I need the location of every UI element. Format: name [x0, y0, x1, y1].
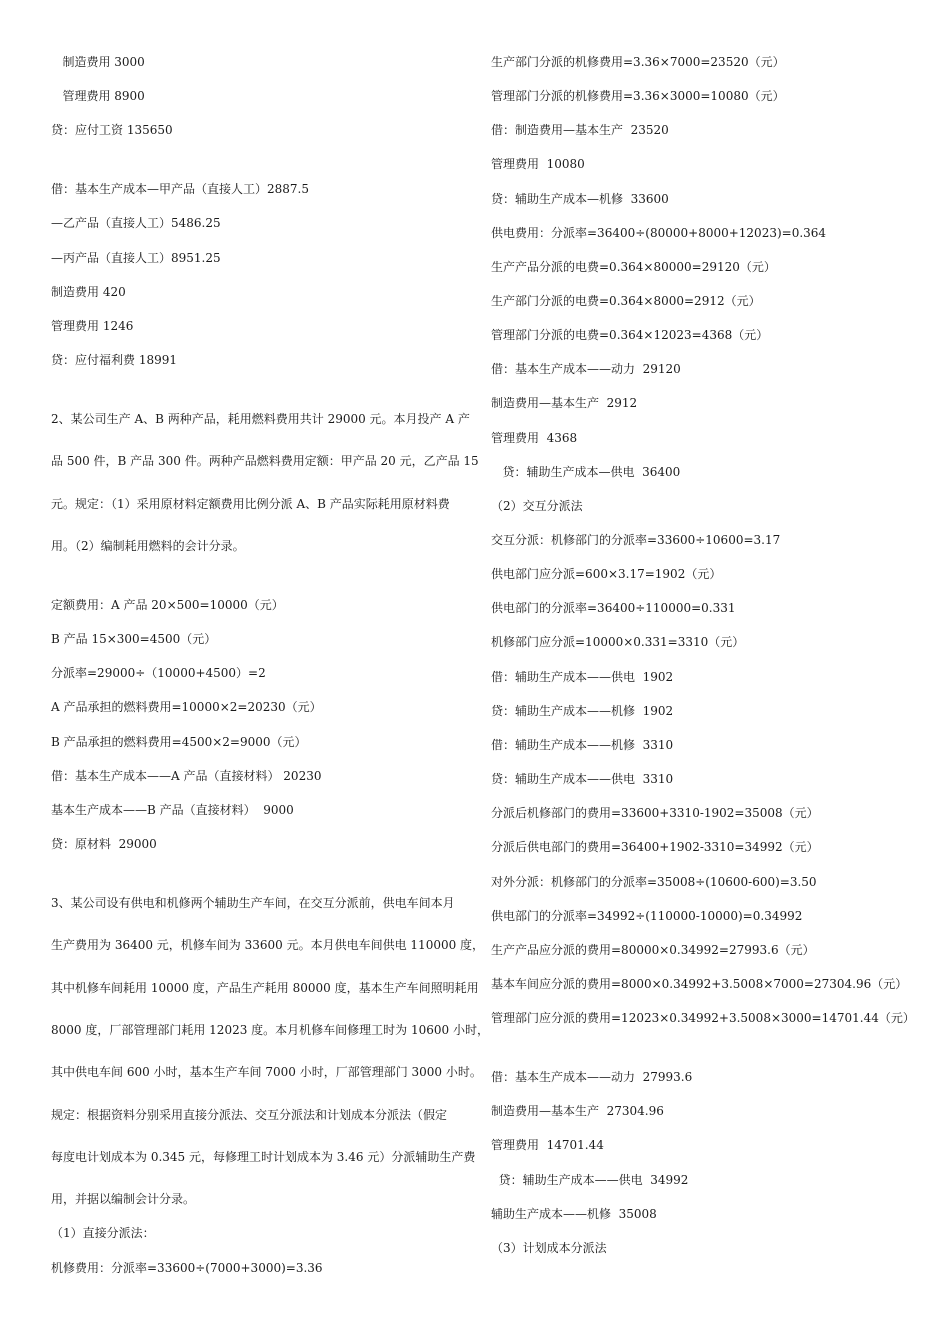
text-line: 机修费用：分派率=33600÷(7000+3000)=3.36	[51, 1261, 323, 1275]
text-line: B 产品承担的燃料费用=4500×2=9000（元）	[51, 735, 307, 749]
text-line: 其中供电车间 600 小时，基本生产车间 7000 小时，厂部管理部门 3000 小时。	[51, 1065, 482, 1079]
text-line: 管理费用 1246	[51, 319, 134, 333]
text-line: 辅助生产成本——机修 35008	[491, 1207, 657, 1221]
text-line: 管理费用 10080	[491, 157, 585, 171]
text-line: 管理费用 8900	[51, 89, 145, 103]
text-line: 规定：根据资料分别采用直接分派法、交互分派法和计划成本分派法（假定	[51, 1108, 448, 1122]
text-line: 基本车间应分派的费用=8000×0.34992+3.5008×7000=27304.96（元）	[491, 977, 908, 991]
text-line: —乙产品（直接人工）5486.25	[51, 216, 221, 230]
text-line: 贷：辅助生产成本——供电 3310	[491, 772, 674, 786]
text-line: 用。（2）编制耗用燃料的会计分录。	[51, 539, 245, 553]
text-line: 供电部门的分派率=36400÷110000=0.331	[491, 601, 736, 615]
text-line: 基本生产成本——B 产品（直接材料） 9000	[51, 803, 294, 817]
text-line: 生产部门分派的机修费用=3.36×7000=23520（元）	[491, 55, 785, 69]
text-line: 3、某公司设有供电和机修两个辅助生产车间，在交互分派前，供电车间本月	[51, 896, 455, 910]
text-line: —丙产品（直接人工）8951.25	[51, 251, 221, 265]
text-line: 生产费用为 36400 元，机修车间为 33600 元。本月供电车间供电 110000 度，	[51, 938, 485, 952]
text-line: 贷：辅助生产成本——供电 34992	[491, 1173, 689, 1187]
text-line: 生产产品应分派的费用=80000×0.34992=27993.6（元）	[491, 943, 815, 957]
text-line: 管理部门应分派的费用=12023×0.34992+3.5008×3000=14701.44（元）	[491, 1011, 915, 1025]
text-line: 分派后机修部门的费用=33600+3310-1902=35008（元）	[491, 806, 819, 820]
text-line: 借：基本生产成本——动力 27993.6	[491, 1070, 693, 1084]
text-line: 贷：应付福利费 18991	[51, 353, 177, 367]
text-line: （1）直接分派法：	[51, 1226, 155, 1240]
text-line: 定额费用：A 产品 20×500=10000（元）	[51, 598, 284, 612]
text-line: A 产品承担的燃料费用=10000×2=20230（元）	[51, 700, 322, 714]
text-line: 管理部门分派的电费=0.364×12023=4368（元）	[491, 328, 769, 342]
text-line: 每度电计划成本为 0.345 元，每修理工时计划成本为 3.46 元）分派辅助生产费	[51, 1150, 476, 1164]
text-line: 制造费用 3000	[51, 55, 145, 69]
text-line: 元。规定：（1）采用原材料定额费用比例分派 A、B 产品实际耗用原材料费	[51, 497, 450, 511]
text-line: 其中机修车间耗用 10000 度，产品生产耗用 80000 度，基本生产车间照明耗用	[51, 981, 479, 995]
text-line: B 产品 15×300=4500（元）	[51, 632, 217, 646]
text-line: （2）交互分派法	[491, 499, 583, 513]
text-line: 贷：应付工资 135650	[51, 123, 173, 137]
text-line: 制造费用 420	[51, 285, 126, 299]
text-line: 管理费用 14701.44	[491, 1138, 604, 1152]
text-line: 借：基本生产成本—甲产品（直接人工）2887.5	[51, 182, 309, 196]
text-line: 贷：辅助生产成本——机修 1902	[491, 704, 674, 718]
text-line: 借：辅助生产成本——机修 3310	[491, 738, 674, 752]
text-line: 供电部门的分派率=34992÷(110000-10000)=0.34992	[491, 909, 803, 923]
text-line: 8000 度，厂部管理部门耗用 12023 度。本月机修车间修理工时为 10600 小时，	[51, 1023, 489, 1037]
text-line: 管理部门分派的机修费用=3.36×3000=10080（元）	[491, 89, 785, 103]
text-line: （3）计划成本分派法	[491, 1241, 607, 1255]
text-line: 2、某公司生产 A、B 两种产品，耗用燃料费用共计 29000 元。本月投产 A 产	[51, 412, 470, 426]
text-line: 对外分派：机修部门的分派率=35008÷(10600-600)=3.50	[491, 875, 817, 889]
text-line: 贷：辅助生产成本—供电 36400	[491, 465, 681, 479]
text-line: 分派后供电部门的费用=36400+1902-3310=34992（元）	[491, 840, 819, 854]
text-line: 供电部门应分派=600×3.17=1902（元）	[491, 567, 722, 581]
text-line: 品 500 件，B 产品 300 件。两种产品燃料费用定额：甲产品 20 元，乙产品 15	[51, 454, 479, 468]
text-line: 管理费用 4368	[491, 431, 578, 445]
text-line: 用，并据以编制会计分录。	[51, 1192, 196, 1206]
text-line: 借：基本生产成本——动力 29120	[491, 362, 681, 376]
text-line: 贷：辅助生产成本—机修 33600	[491, 192, 669, 206]
text-line: 生产产品分派的电费=0.364×80000=29120（元）	[491, 260, 776, 274]
text-line: 交互分派：机修部门的分派率=33600÷10600=3.17	[491, 533, 781, 547]
text-line: 生产部门分派的电费=0.364×8000=2912（元）	[491, 294, 761, 308]
text-line: 机修部门应分派=10000×0.331=3310（元）	[491, 635, 745, 649]
text-line: 分派率=29000÷（10000+4500）=2	[51, 666, 266, 680]
text-line: 贷：原材料 29000	[51, 837, 157, 851]
text-line: 供电费用：分派率=36400÷(80000+8000+12023)=0.364	[491, 226, 827, 240]
text-line: 借：制造费用—基本生产 23520	[491, 123, 669, 137]
text-line: 借：辅助生产成本——供电 1902	[491, 670, 674, 684]
text-line: 制造费用—基本生产 2912	[491, 396, 638, 410]
text-line: 借：基本生产成本——A 产品（直接材料） 20230	[51, 769, 322, 783]
text-line: 制造费用—基本生产 27304.96	[491, 1104, 664, 1118]
